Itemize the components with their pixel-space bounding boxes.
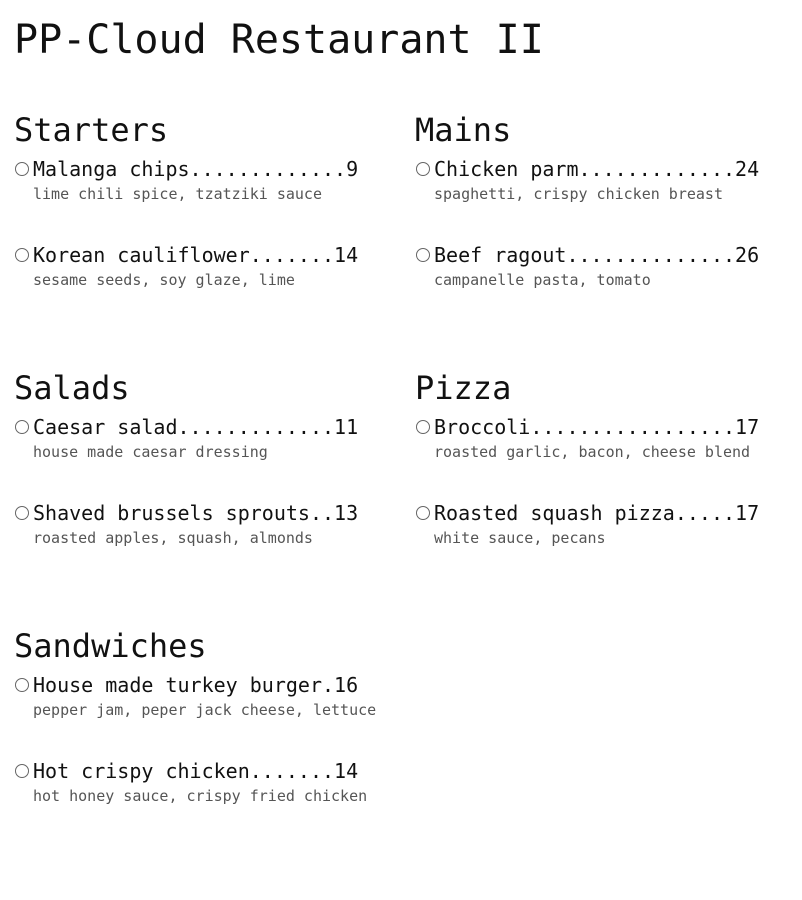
menu-item-name-price: Shaved brussels sprouts..13 (33, 501, 359, 525)
menu-item-line (14, 672, 394, 698)
menu-item-line (415, 242, 795, 268)
menu-item-name-price: Korean cauliflower.......14 (33, 243, 359, 267)
menu-section-mains (415, 110, 795, 322)
section-title: Sandwiches (14, 627, 207, 665)
menu-item-line (415, 156, 795, 182)
menu-item-name-price: House made turkey burger.16 (33, 673, 359, 697)
select-radio-icon[interactable] (416, 162, 430, 176)
restaurant-title: PP-Cloud Restaurant II (14, 17, 544, 63)
menu-item-name-price: Hot crispy chicken.......14 (33, 759, 359, 783)
select-radio-icon[interactable] (15, 162, 29, 176)
section-title: Mains (415, 111, 512, 149)
select-radio-icon[interactable] (416, 506, 430, 520)
menu-item (14, 494, 394, 580)
menu-item-description: campanelle pasta, tomato (434, 271, 651, 289)
menu-section-salads (14, 368, 394, 580)
menu-item-name-price: Roasted squash pizza.....17 (434, 501, 760, 525)
menu-item-name-price: Caesar salad.............11 (33, 415, 359, 439)
menu-section-sandwiches (14, 626, 394, 838)
menu-item (415, 494, 795, 580)
menu-item-name-price: Broccoli.................17 (434, 415, 760, 439)
menu-item-description: lime chili spice, tzatziki sauce (33, 185, 322, 203)
menu-item-name-price: Chicken parm.............24 (434, 157, 760, 181)
select-radio-icon[interactable] (15, 764, 29, 778)
menu-item-line (14, 758, 394, 784)
menu-item (415, 236, 795, 322)
menu-item-line (14, 414, 394, 440)
menu-item-description: roasted garlic, bacon, cheese blend (434, 443, 751, 461)
menu-item-description: pepper jam, peper jack cheese, lettuce (33, 701, 377, 719)
select-radio-icon[interactable] (416, 248, 430, 262)
menu-item-description: spaghetti, crispy chicken breast (434, 185, 723, 203)
select-radio-icon[interactable] (416, 420, 430, 434)
section-title: Starters (14, 111, 169, 149)
select-radio-icon[interactable] (15, 678, 29, 692)
menu-item (14, 236, 394, 322)
menu-item-name-price: Malanga chips.............9 (33, 157, 359, 181)
section-title: Pizza (415, 369, 512, 407)
select-radio-icon[interactable] (15, 248, 29, 262)
menu-item-name-price: Beef ragout..............26 (434, 243, 760, 267)
menu-item (14, 150, 394, 236)
menu-item-line (415, 414, 795, 440)
menu-item (14, 408, 394, 494)
menu-item (415, 150, 795, 236)
menu-item-line (14, 500, 394, 526)
menu-item (415, 408, 795, 494)
menu-item-description: house made caesar dressing (33, 443, 268, 461)
menu-item-line (14, 242, 394, 268)
select-radio-icon[interactable] (15, 420, 29, 434)
menu-item-description: white sauce, pecans (434, 529, 606, 547)
select-radio-icon[interactable] (15, 506, 29, 520)
section-title: Salads (14, 369, 130, 407)
menu-item-description: hot honey sauce, crispy fried chicken (33, 787, 368, 805)
menu-item (14, 666, 394, 752)
menu-item-line (14, 156, 394, 182)
menu-item-description: sesame seeds, soy glaze, lime (33, 271, 295, 289)
menu-section-pizza (415, 368, 795, 580)
menu-item-line (415, 500, 795, 526)
menu-item-description: roasted apples, squash, almonds (33, 529, 313, 547)
menu-item (14, 752, 394, 838)
menu-section-starters (14, 110, 394, 322)
